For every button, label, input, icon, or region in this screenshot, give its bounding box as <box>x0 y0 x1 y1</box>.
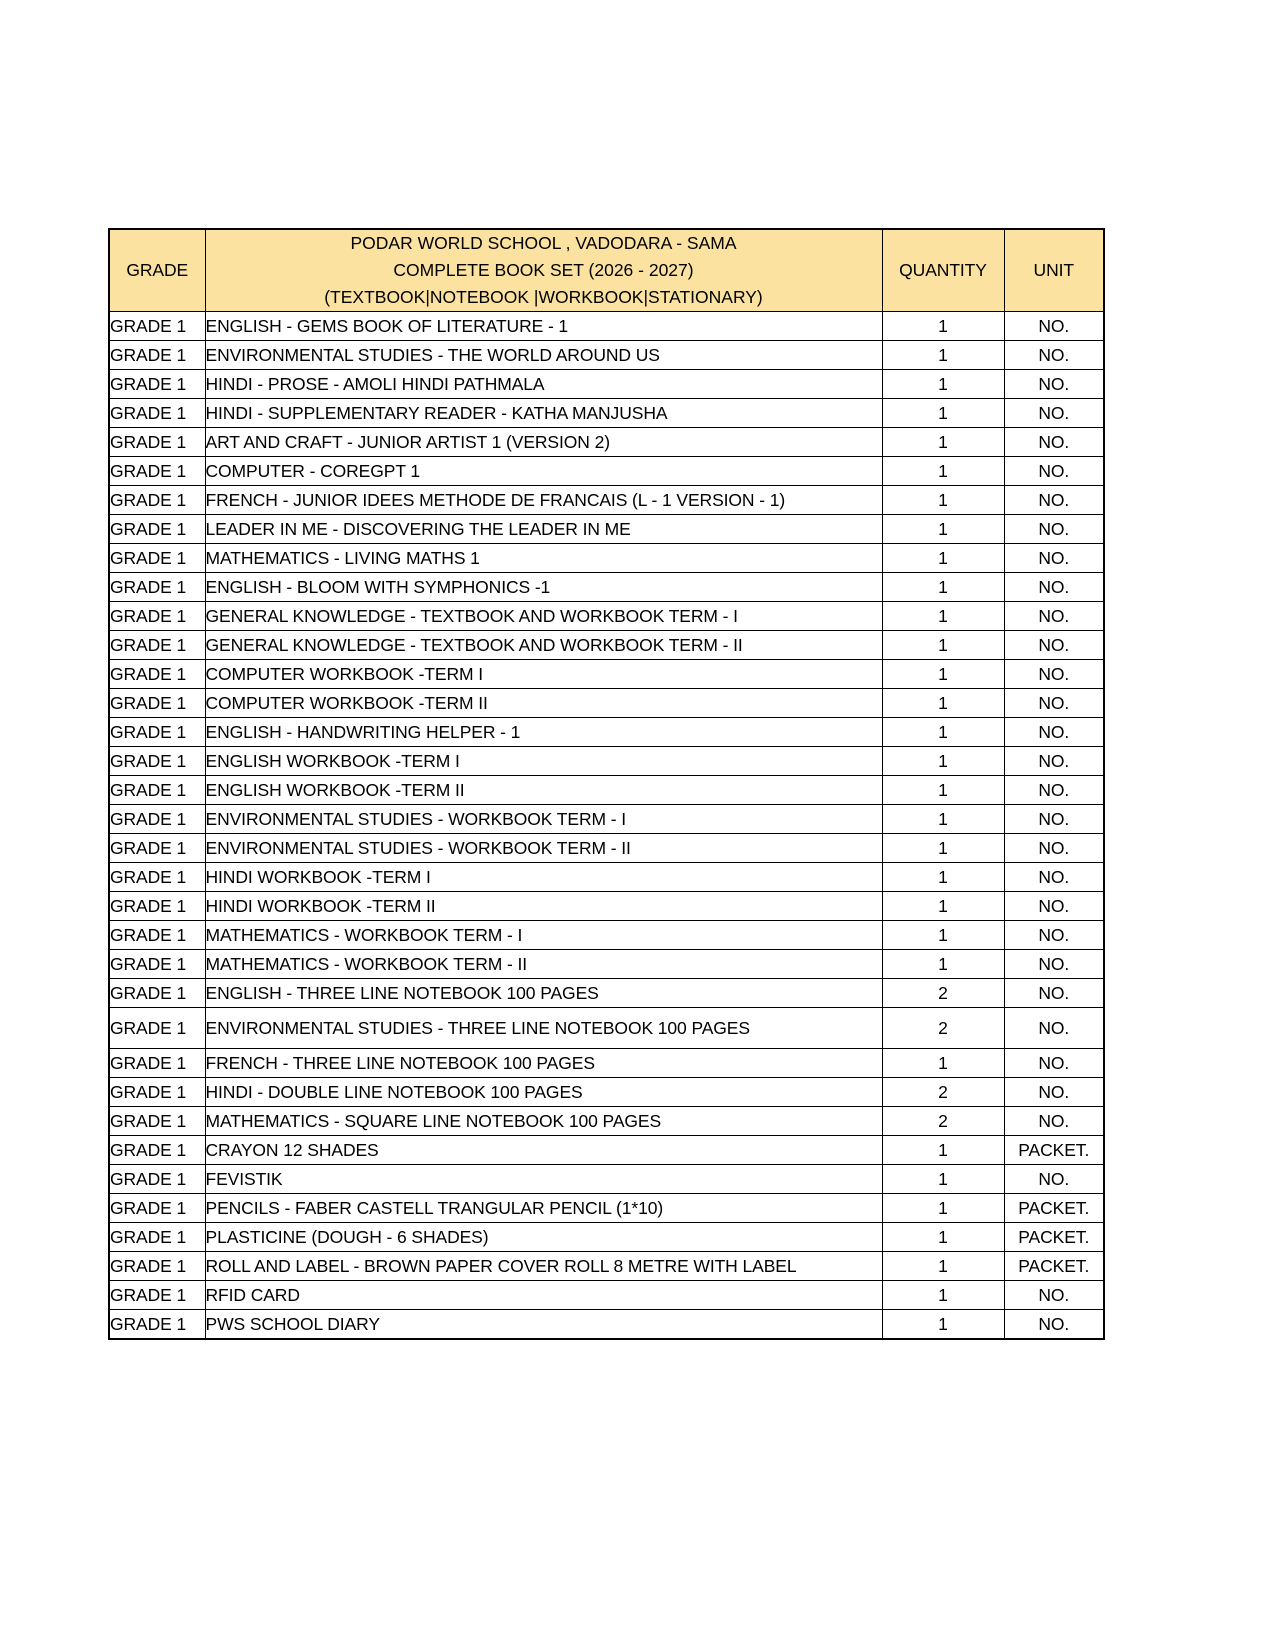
cell-quantity: 2 <box>882 1078 1004 1107</box>
table-row <box>109 1136 1104 1165</box>
cell-quantity: 1 <box>882 515 1004 544</box>
cell-unit: NO. <box>1004 1310 1104 1340</box>
cell-description: MATHEMATICS - LIVING MATHS 1 <box>205 544 882 573</box>
table-row <box>109 1310 1104 1340</box>
table-row <box>109 979 1104 1008</box>
table-row <box>109 1223 1104 1252</box>
cell-quantity: 1 <box>882 950 1004 979</box>
title-line-school: PODAR WORLD SCHOOL , VADODARA - SAMA <box>350 233 737 253</box>
table-row <box>109 602 1104 631</box>
cell-quantity: 1 <box>882 1310 1004 1340</box>
table-row <box>109 631 1104 660</box>
table-row <box>109 1252 1104 1281</box>
cell-unit: NO. <box>1004 950 1104 979</box>
cell-unit: NO. <box>1004 544 1104 573</box>
table-row <box>109 747 1104 776</box>
cell-grade: GRADE 1 <box>109 921 205 950</box>
cell-unit: NO. <box>1004 689 1104 718</box>
header-row <box>109 229 1104 312</box>
table-row <box>109 805 1104 834</box>
table-row <box>109 950 1104 979</box>
cell-description: ROLL AND LABEL - BROWN PAPER COVER ROLL 8 METRE WITH LABEL <box>205 1252 882 1281</box>
cell-unit: NO. <box>1004 1281 1104 1310</box>
cell-description: PWS SCHOOL DIARY <box>205 1310 882 1340</box>
cell-unit: NO. <box>1004 341 1104 370</box>
cell-quantity: 1 <box>882 312 1004 341</box>
cell-description: MATHEMATICS - WORKBOOK TERM - I <box>205 921 882 950</box>
cell-grade: GRADE 1 <box>109 399 205 428</box>
cell-unit: NO. <box>1004 428 1104 457</box>
table-title-cell <box>205 229 882 312</box>
cell-description: ENGLISH WORKBOOK -TERM II <box>205 776 882 805</box>
table-row <box>109 312 1104 341</box>
cell-quantity: 1 <box>882 602 1004 631</box>
book-set-table-container <box>108 228 1103 1340</box>
cell-quantity: 1 <box>882 1194 1004 1223</box>
cell-description: ENVIRONMENTAL STUDIES - THE WORLD AROUND US <box>205 341 882 370</box>
cell-grade: GRADE 1 <box>109 1252 205 1281</box>
table-row <box>109 1107 1104 1136</box>
cell-unit: NO. <box>1004 457 1104 486</box>
cell-description: ENGLISH - GEMS BOOK OF LITERATURE - 1 <box>205 312 882 341</box>
cell-quantity: 1 <box>882 718 1004 747</box>
book-set-table <box>108 228 1105 1340</box>
cell-grade: GRADE 1 <box>109 863 205 892</box>
cell-description: HINDI WORKBOOK -TERM I <box>205 863 882 892</box>
cell-description: FRENCH - THREE LINE NOTEBOOK 100 PAGES <box>205 1049 882 1078</box>
table-row <box>109 776 1104 805</box>
cell-unit: NO. <box>1004 515 1104 544</box>
cell-unit: NO. <box>1004 1008 1104 1049</box>
table-row <box>109 457 1104 486</box>
table-row <box>109 1194 1104 1223</box>
cell-description: MATHEMATICS - WORKBOOK TERM - II <box>205 950 882 979</box>
column-header-grade: GRADE <box>109 229 205 312</box>
cell-unit: NO. <box>1004 921 1104 950</box>
cell-grade: GRADE 1 <box>109 457 205 486</box>
cell-description: HINDI - SUPPLEMENTARY READER - KATHA MANJUSHA <box>205 399 882 428</box>
title-line-bookset: COMPLETE BOOK SET (2026 - 2027) <box>393 260 694 281</box>
cell-quantity: 1 <box>882 805 1004 834</box>
cell-unit: NO. <box>1004 776 1104 805</box>
cell-quantity: 1 <box>882 689 1004 718</box>
cell-unit: NO. <box>1004 370 1104 399</box>
cell-description: ART AND CRAFT - JUNIOR ARTIST 1 (VERSION 2) <box>205 428 882 457</box>
table-row <box>109 689 1104 718</box>
cell-unit: PACKET. <box>1004 1252 1104 1281</box>
cell-unit: NO. <box>1004 486 1104 515</box>
table-body <box>109 312 1104 1340</box>
cell-grade: GRADE 1 <box>109 1078 205 1107</box>
cell-grade: GRADE 1 <box>109 544 205 573</box>
cell-unit: NO. <box>1004 1107 1104 1136</box>
cell-grade: GRADE 1 <box>109 602 205 631</box>
cell-grade: GRADE 1 <box>109 1223 205 1252</box>
cell-unit: NO. <box>1004 660 1104 689</box>
cell-quantity: 1 <box>882 1281 1004 1310</box>
table-row <box>109 660 1104 689</box>
cell-grade: GRADE 1 <box>109 979 205 1008</box>
cell-quantity: 1 <box>882 660 1004 689</box>
table-row <box>109 1281 1104 1310</box>
cell-description: ENGLISH WORKBOOK -TERM I <box>205 747 882 776</box>
cell-description: ENVIRONMENTAL STUDIES - THREE LINE NOTEBOOK 100 PAGES <box>205 1008 882 1049</box>
cell-grade: GRADE 1 <box>109 950 205 979</box>
cell-description: RFID CARD <box>205 1281 882 1310</box>
cell-unit: NO. <box>1004 573 1104 602</box>
table-row <box>109 515 1104 544</box>
cell-quantity: 1 <box>882 863 1004 892</box>
cell-unit: NO. <box>1004 602 1104 631</box>
cell-description: FRENCH - JUNIOR IDEES METHODE DE FRANCAIS (L - 1 VERSION - 1) <box>205 486 882 515</box>
cell-description: HINDI - DOUBLE LINE NOTEBOOK 100 PAGES <box>205 1078 882 1107</box>
cell-grade: GRADE 1 <box>109 776 205 805</box>
cell-description: LEADER IN ME - DISCOVERING THE LEADER IN ME <box>205 515 882 544</box>
cell-description: ENGLISH - HANDWRITING HELPER - 1 <box>205 718 882 747</box>
cell-unit: NO. <box>1004 834 1104 863</box>
cell-unit: PACKET. <box>1004 1223 1104 1252</box>
cell-quantity: 1 <box>882 341 1004 370</box>
cell-quantity: 1 <box>882 399 1004 428</box>
cell-grade: GRADE 1 <box>109 428 205 457</box>
cell-quantity: 1 <box>882 1049 1004 1078</box>
table-row <box>109 370 1104 399</box>
cell-quantity: 1 <box>882 834 1004 863</box>
cell-quantity: 1 <box>882 631 1004 660</box>
cell-unit: NO. <box>1004 631 1104 660</box>
cell-grade: GRADE 1 <box>109 515 205 544</box>
cell-grade: GRADE 1 <box>109 631 205 660</box>
cell-unit: NO. <box>1004 1049 1104 1078</box>
cell-unit: NO. <box>1004 399 1104 428</box>
table-row <box>109 892 1104 921</box>
cell-description: PLASTICINE (DOUGH - 6 SHADES) <box>205 1223 882 1252</box>
cell-grade: GRADE 1 <box>109 1310 205 1340</box>
cell-quantity: 1 <box>882 776 1004 805</box>
cell-quantity: 2 <box>882 1008 1004 1049</box>
title-line-categories: (TEXTBOOK|NOTEBOOK |WORKBOOK|STATIONARY) <box>324 287 763 308</box>
cell-quantity: 1 <box>882 1165 1004 1194</box>
table-row <box>109 341 1104 370</box>
cell-grade: GRADE 1 <box>109 718 205 747</box>
table-row <box>109 399 1104 428</box>
cell-grade: GRADE 1 <box>109 1136 205 1165</box>
cell-unit: NO. <box>1004 805 1104 834</box>
cell-quantity: 1 <box>882 1136 1004 1165</box>
cell-unit: NO. <box>1004 312 1104 341</box>
cell-description: COMPUTER - COREGPT 1 <box>205 457 882 486</box>
cell-grade: GRADE 1 <box>109 1049 205 1078</box>
cell-quantity: 2 <box>882 979 1004 1008</box>
table-row <box>109 1049 1104 1078</box>
cell-grade: GRADE 1 <box>109 1165 205 1194</box>
table-row <box>109 834 1104 863</box>
cell-grade: GRADE 1 <box>109 689 205 718</box>
table-row <box>109 718 1104 747</box>
cell-quantity: 1 <box>882 1223 1004 1252</box>
cell-grade: GRADE 1 <box>109 370 205 399</box>
cell-unit: PACKET. <box>1004 1194 1104 1223</box>
cell-grade: GRADE 1 <box>109 486 205 515</box>
cell-grade: GRADE 1 <box>109 1281 205 1310</box>
cell-unit: NO. <box>1004 863 1104 892</box>
cell-grade: GRADE 1 <box>109 747 205 776</box>
cell-quantity: 1 <box>882 921 1004 950</box>
cell-grade: GRADE 1 <box>109 892 205 921</box>
cell-quantity: 1 <box>882 486 1004 515</box>
cell-quantity: 1 <box>882 892 1004 921</box>
cell-unit: NO. <box>1004 718 1104 747</box>
cell-description: CRAYON 12 SHADES <box>205 1136 882 1165</box>
cell-description: FEVISTIK <box>205 1165 882 1194</box>
cell-description: ENVIRONMENTAL STUDIES - WORKBOOK TERM - II <box>205 834 882 863</box>
cell-quantity: 1 <box>882 544 1004 573</box>
cell-description: ENGLISH - BLOOM WITH SYMPHONICS -1 <box>205 573 882 602</box>
cell-grade: GRADE 1 <box>109 805 205 834</box>
cell-grade: GRADE 1 <box>109 1008 205 1049</box>
table-row <box>109 1165 1104 1194</box>
cell-description: PENCILS - FABER CASTELL TRANGULAR PENCIL (1*10) <box>205 1194 882 1223</box>
column-header-quantity: QUANTITY <box>882 229 1004 312</box>
cell-description: GENERAL KNOWLEDGE - TEXTBOOK AND WORKBOOK TERM - I <box>205 602 882 631</box>
cell-grade: GRADE 1 <box>109 312 205 341</box>
cell-quantity: 1 <box>882 370 1004 399</box>
column-header-unit: UNIT <box>1004 229 1104 312</box>
table-row <box>109 428 1104 457</box>
cell-unit: NO. <box>1004 747 1104 776</box>
cell-description: COMPUTER WORKBOOK -TERM II <box>205 689 882 718</box>
cell-unit: NO. <box>1004 979 1104 1008</box>
cell-quantity: 1 <box>882 1252 1004 1281</box>
table-row <box>109 1008 1104 1049</box>
cell-description: COMPUTER WORKBOOK -TERM I <box>205 660 882 689</box>
cell-grade: GRADE 1 <box>109 834 205 863</box>
cell-quantity: 2 <box>882 1107 1004 1136</box>
table-row <box>109 544 1104 573</box>
cell-quantity: 1 <box>882 457 1004 486</box>
cell-grade: GRADE 1 <box>109 1194 205 1223</box>
cell-quantity: 1 <box>882 573 1004 602</box>
cell-grade: GRADE 1 <box>109 660 205 689</box>
cell-unit: NO. <box>1004 1165 1104 1194</box>
table-header <box>109 229 1104 312</box>
cell-description: ENVIRONMENTAL STUDIES - WORKBOOK TERM - I <box>205 805 882 834</box>
cell-description: ENGLISH - THREE LINE NOTEBOOK 100 PAGES <box>205 979 882 1008</box>
cell-quantity: 1 <box>882 428 1004 457</box>
table-row <box>109 486 1104 515</box>
table-row <box>109 921 1104 950</box>
table-row <box>109 863 1104 892</box>
cell-description: HINDI - PROSE - AMOLI HINDI PATHMALA <box>205 370 882 399</box>
cell-quantity: 1 <box>882 747 1004 776</box>
cell-grade: GRADE 1 <box>109 573 205 602</box>
cell-unit: PACKET. <box>1004 1136 1104 1165</box>
cell-description: MATHEMATICS - SQUARE LINE NOTEBOOK 100 PAGES <box>205 1107 882 1136</box>
cell-grade: GRADE 1 <box>109 341 205 370</box>
cell-grade: GRADE 1 <box>109 1107 205 1136</box>
cell-unit: NO. <box>1004 1078 1104 1107</box>
table-row <box>109 573 1104 602</box>
cell-description: HINDI WORKBOOK -TERM II <box>205 892 882 921</box>
cell-unit: NO. <box>1004 892 1104 921</box>
table-row <box>109 1078 1104 1107</box>
cell-description: GENERAL KNOWLEDGE - TEXTBOOK AND WORKBOOK TERM - II <box>205 631 882 660</box>
